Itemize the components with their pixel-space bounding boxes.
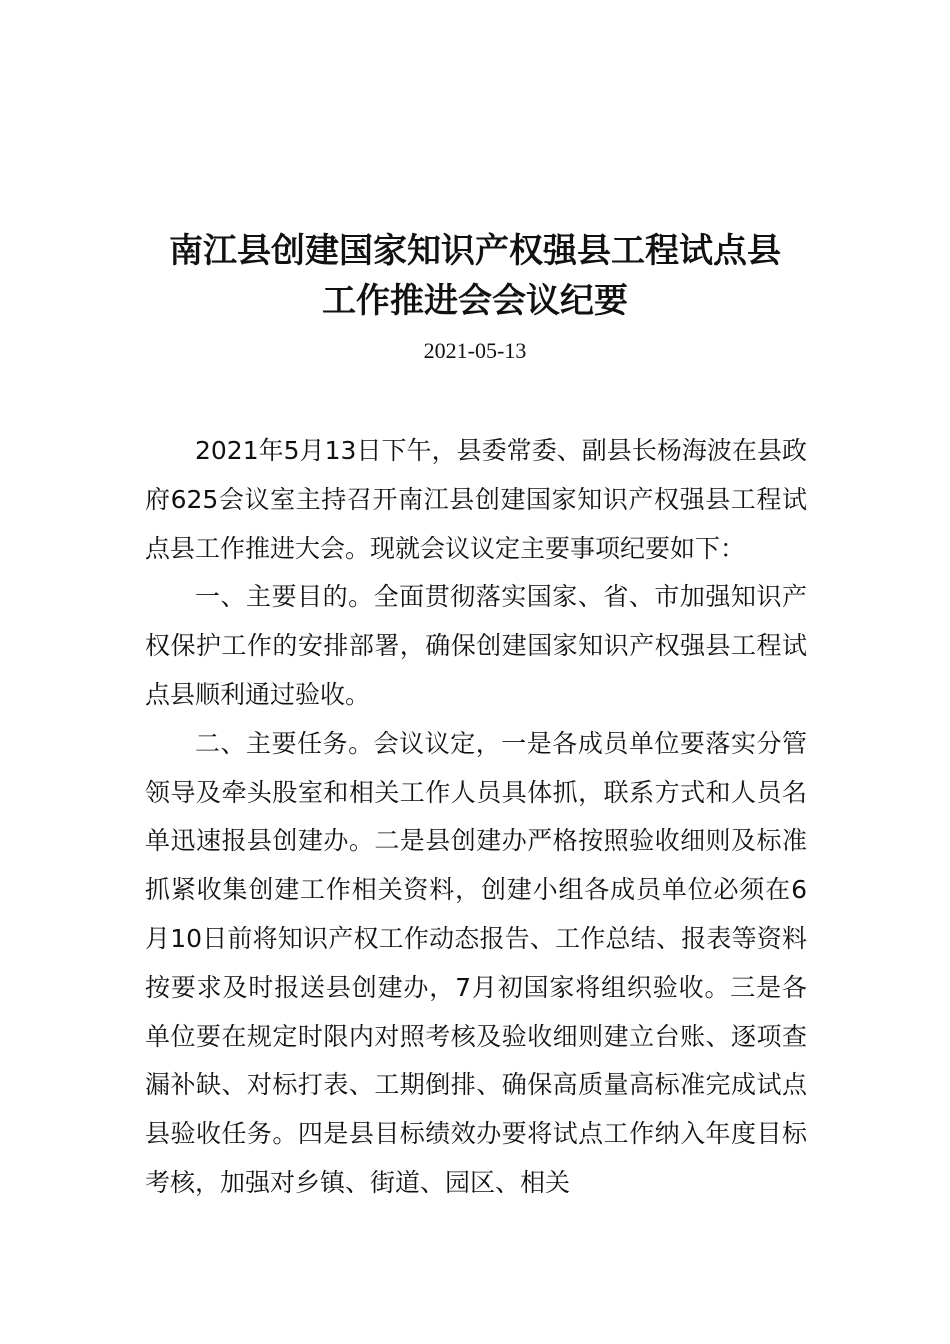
document-title-line-2: 工作推进会会议纪要 (322, 281, 628, 321)
document-date: 2021-05-13 (423, 338, 527, 363)
document-title-line-1: 南江县创建国家知识产权强县工程试点县 (169, 231, 781, 271)
paragraph-purpose: 一、主要目的。全面贯彻落实国家、省、市加强知识产权保护工作的安排部署，确保创建国家知识产权强县工程试点县顺利通过验收。 (145, 582, 807, 709)
document-body (145, 427, 807, 1208)
paragraph-tasks: 二、主要任务。会议议定，一是各成员单位要落实分管领导及牵头股室和相关工作人员具体抓，联系方式和人员名单迅速报县创建办。二是县创建办严格按照验收细则及标准抓紧收集创建工作相关资料，创建小组各成员单位必须在6月10日前将知识产权工作动态报告、工作总结、报表等资料按要求及时报送县创建办，7月初国家将组织验收。三是各单位要在规定时限内对照考核及验收细则建立台账、逐项查漏补缺、对标打表、工期倒排、确保高质量高标准完成试点县验收任务。四是县目标绩效办要将试点工作纳入年度目标考核，加强对乡镇、街道、园区、相关 (145, 728, 807, 1197)
paragraph-intro: 2021年5月13日下午，县委常委、副县长杨海波在县政府625会议室主持召开南江县创建国家知识产权强县工程试点县工作推进大会。现就会议议定主要事项纪要如下： (145, 436, 807, 563)
